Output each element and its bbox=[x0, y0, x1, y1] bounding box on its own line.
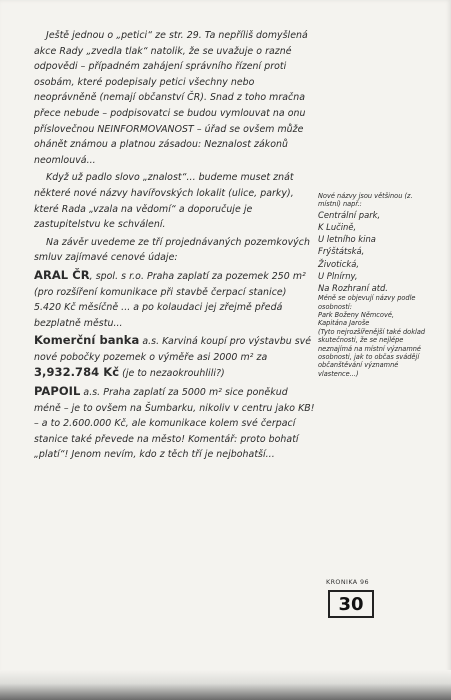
papoil-name: PAPOIL bbox=[34, 384, 81, 399]
margin-note-item: Centrální park, bbox=[318, 209, 381, 220]
entry-aral bbox=[34, 268, 316, 331]
margin-note-item: Frýštátská, bbox=[318, 246, 365, 257]
margin-note bbox=[318, 192, 434, 378]
margin-note-person: Kapitána Jaroše bbox=[318, 319, 370, 328]
margin-note-item: Životická, bbox=[318, 258, 360, 269]
paragraph-land-contracts: Na závěr uvedeme ze tří projednávaných pozemkových smluv zajímavé cenové údaje: bbox=[34, 236, 310, 264]
entry-papoil bbox=[34, 384, 316, 463]
main-text-block bbox=[34, 28, 316, 465]
komercni-amount: 3,932.784 Kč bbox=[34, 365, 120, 380]
margin-note-person: Park Boženy Němcové, bbox=[318, 311, 395, 320]
margin-note-item: K Lučině, bbox=[318, 222, 357, 233]
margin-note-item: U Plnírny, bbox=[318, 270, 358, 281]
komercni-note: (je to nezaokrouhlili?) bbox=[119, 368, 225, 380]
margin-note-item: U letního kina bbox=[318, 234, 376, 245]
komercni-text: a.s. Karviná koupí pro výstavbu své nové pobočky pozemek o výměře asi 2000 m² za bbox=[34, 336, 312, 363]
komercni-name: Komerční banka bbox=[34, 333, 140, 348]
papoil-text: a.s. Praha zaplatí za 5000 m² sice poněkud méně – je to ovšem na Šumbarku, nikoliv v centru jako KB! – a to 2.600.000 Kč, ale komunikace kolem své čerpací stanice také převede na město! bbox=[34, 387, 315, 445]
margin-note-intro: Nové názvy jsou většinou (z. místní) např.: bbox=[318, 192, 413, 209]
page-number-box bbox=[328, 590, 374, 618]
chronicle-label: KRONIKA 96 bbox=[326, 578, 369, 586]
margin-note-item: Na Rozhraní atd. bbox=[318, 283, 388, 294]
page-stamp bbox=[326, 578, 416, 628]
aral-text: , spol. s r.o. Praha zaplatí za pozemek 250 m² (pro rozšíření komunikace při stavbě čerpací stanice) 5.420 Kč měsíčně ... a po kolaudaci jej zřejmě předá bezplatně městu... bbox=[34, 270, 306, 329]
margin-note-footnote: (Tyto nejrozšířenější také doklad skutečnosti, že se nejlépe neznajímá na místní významné osobnosti, jak to občas svádějí občanštěvání významné vlastence...) bbox=[318, 327, 426, 378]
aral-name: ARAL ČR bbox=[34, 267, 90, 282]
entry-komercni-banka bbox=[34, 333, 316, 382]
margin-note-more: Méně se objevují názvy podle osobností: bbox=[318, 294, 416, 311]
scan-shadow bbox=[0, 670, 451, 700]
paragraph-petition: Ještě jednou o „petici“ ze str. 29. Ta nepříliš domyšlená akce Rady „zvedla tlak“ natolik, že se uvažuje o razné odpovědi – případném zahájení správního řízení proti osobám, které podepisaly petici všechny nebo neoprávněně (nemají občanství ČR). Snad z toho mračna přece nebude – podpisovatci se budou vymlouvat na onu příslovečnou NEINFORMOVANOST – úřad se ovšem může ohánět známou a platnou zásadou: Neznalost zákonů neomlouvá... bbox=[34, 30, 308, 166]
paragraph-street-names: Když už padlo slovo „znalost“... budeme muset znát některé nové názvy havířovských lokalit (ulice, parky), které Rada „vzala na vědomí“ a doporučuje je zastupitelstvu ke schválení. bbox=[34, 172, 294, 231]
papoil-comment: Komentář: proto bohatí „platí“! Jenom nevím, kdo z těch tří je nejbohatší... bbox=[34, 433, 299, 461]
page-number: 30 bbox=[338, 593, 364, 615]
